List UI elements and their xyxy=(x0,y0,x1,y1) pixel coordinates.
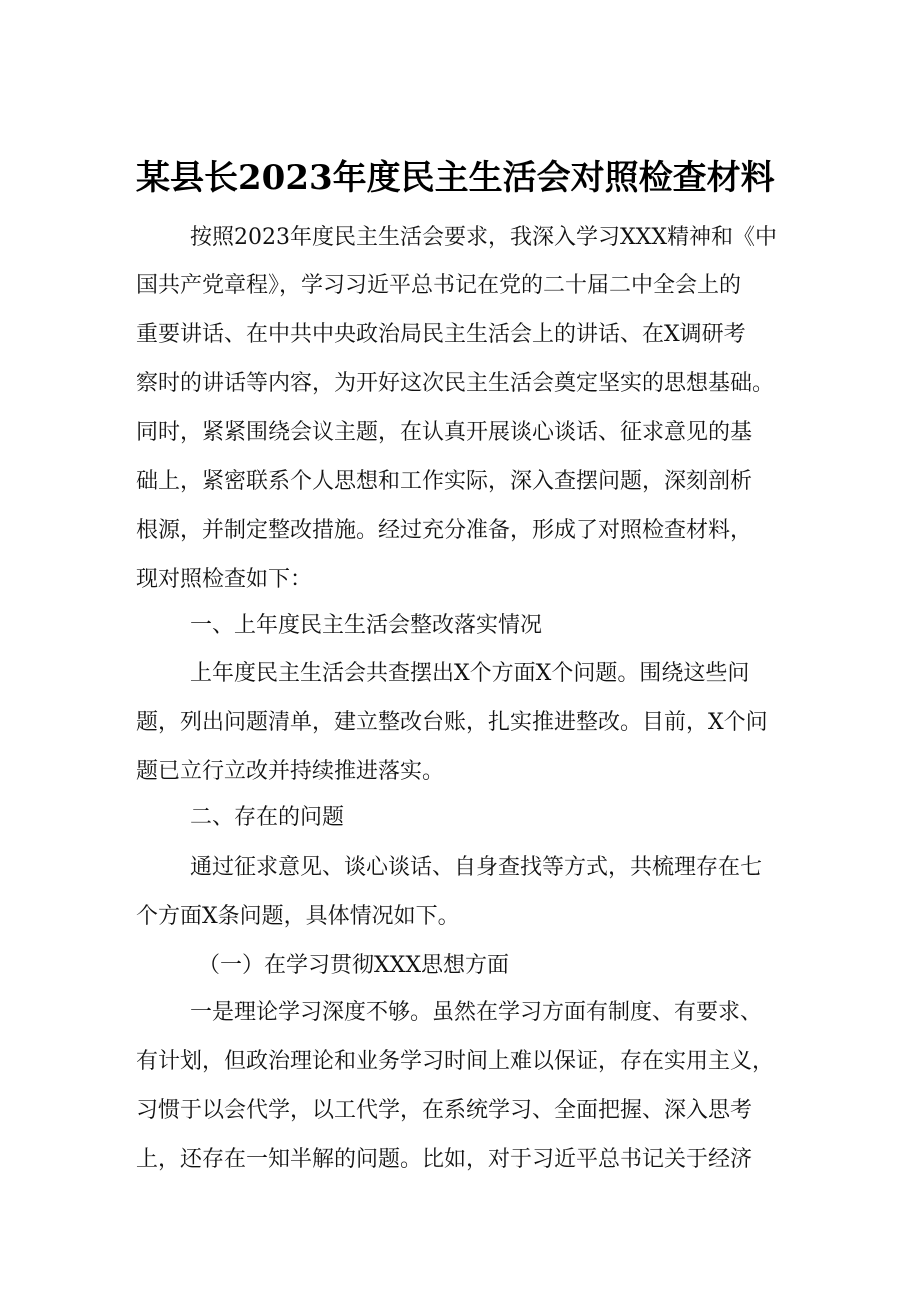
paragraph-line: 上，还存在一知半解的问题。比如，对于习近平总书记关于经济 xyxy=(136,1147,753,1172)
document-title: 某县长2023年度民主生活会对照检查材料 xyxy=(136,158,775,198)
paragraph-line: 按照2023年度民主生活会要求，我深入学习XXX精神和《中 xyxy=(190,225,777,250)
paragraph-line: 题已立行立改并持续推进落实。 xyxy=(136,759,445,784)
paragraph-line: 一是理论学习深度不够。虽然在学习方面有制度、有要求、 xyxy=(190,1000,763,1025)
paragraph-line: 根源，并制定整改措施。经过充分准备，形成了对照检查材料， xyxy=(136,518,753,543)
paragraph-line: 重要讲话、在中共中央政治局民主生活会上的讲话、在X调研考 xyxy=(136,322,746,347)
section-heading: 二、存在的问题 xyxy=(190,805,345,830)
paragraph-line: 习惯于以会代学，以工代学，在系统学习、全面把握、深入思考 xyxy=(136,1098,753,1123)
paragraph-line: 通过征求意见、谈心谈话、自身查找等方式，共梳理存在七 xyxy=(190,855,763,880)
paragraph-line: 现对照检查如下： xyxy=(136,567,313,592)
paragraph-line: 题，列出问题清单，建立整改台账，扎实推进整改。目前，X个问 xyxy=(136,710,768,735)
paragraph-line: 个方面X条问题，具体情况如下。 xyxy=(136,904,460,929)
paragraph-line: 有计划，但政治理论和业务学习时间上难以保证，存在实用主义， xyxy=(136,1049,775,1074)
paragraph-line: 上年度民主生活会共查摆出X个方面X个问题。围绕这些问 xyxy=(190,661,750,686)
subsection-heading: （一）在学习贯彻XXX思想方面 xyxy=(198,953,509,978)
paragraph-line: 础上，紧密联系个人思想和工作实际，深入查摆问题，深刻剖析 xyxy=(136,469,753,494)
section-heading: 一、上年度民主生活会整改落实情况 xyxy=(190,613,543,638)
paragraph-line: 国共产党章程》，学习习近平总书记在党的二十届二中全会上的 xyxy=(136,273,742,298)
paragraph-line: 察时的讲话等内容，为开好这次民主生活会奠定坚实的思想基础。 xyxy=(136,371,775,396)
paragraph-line: 同时，紧紧围绕会议主题，在认真开展谈心谈话、征求意见的基 xyxy=(136,420,753,445)
